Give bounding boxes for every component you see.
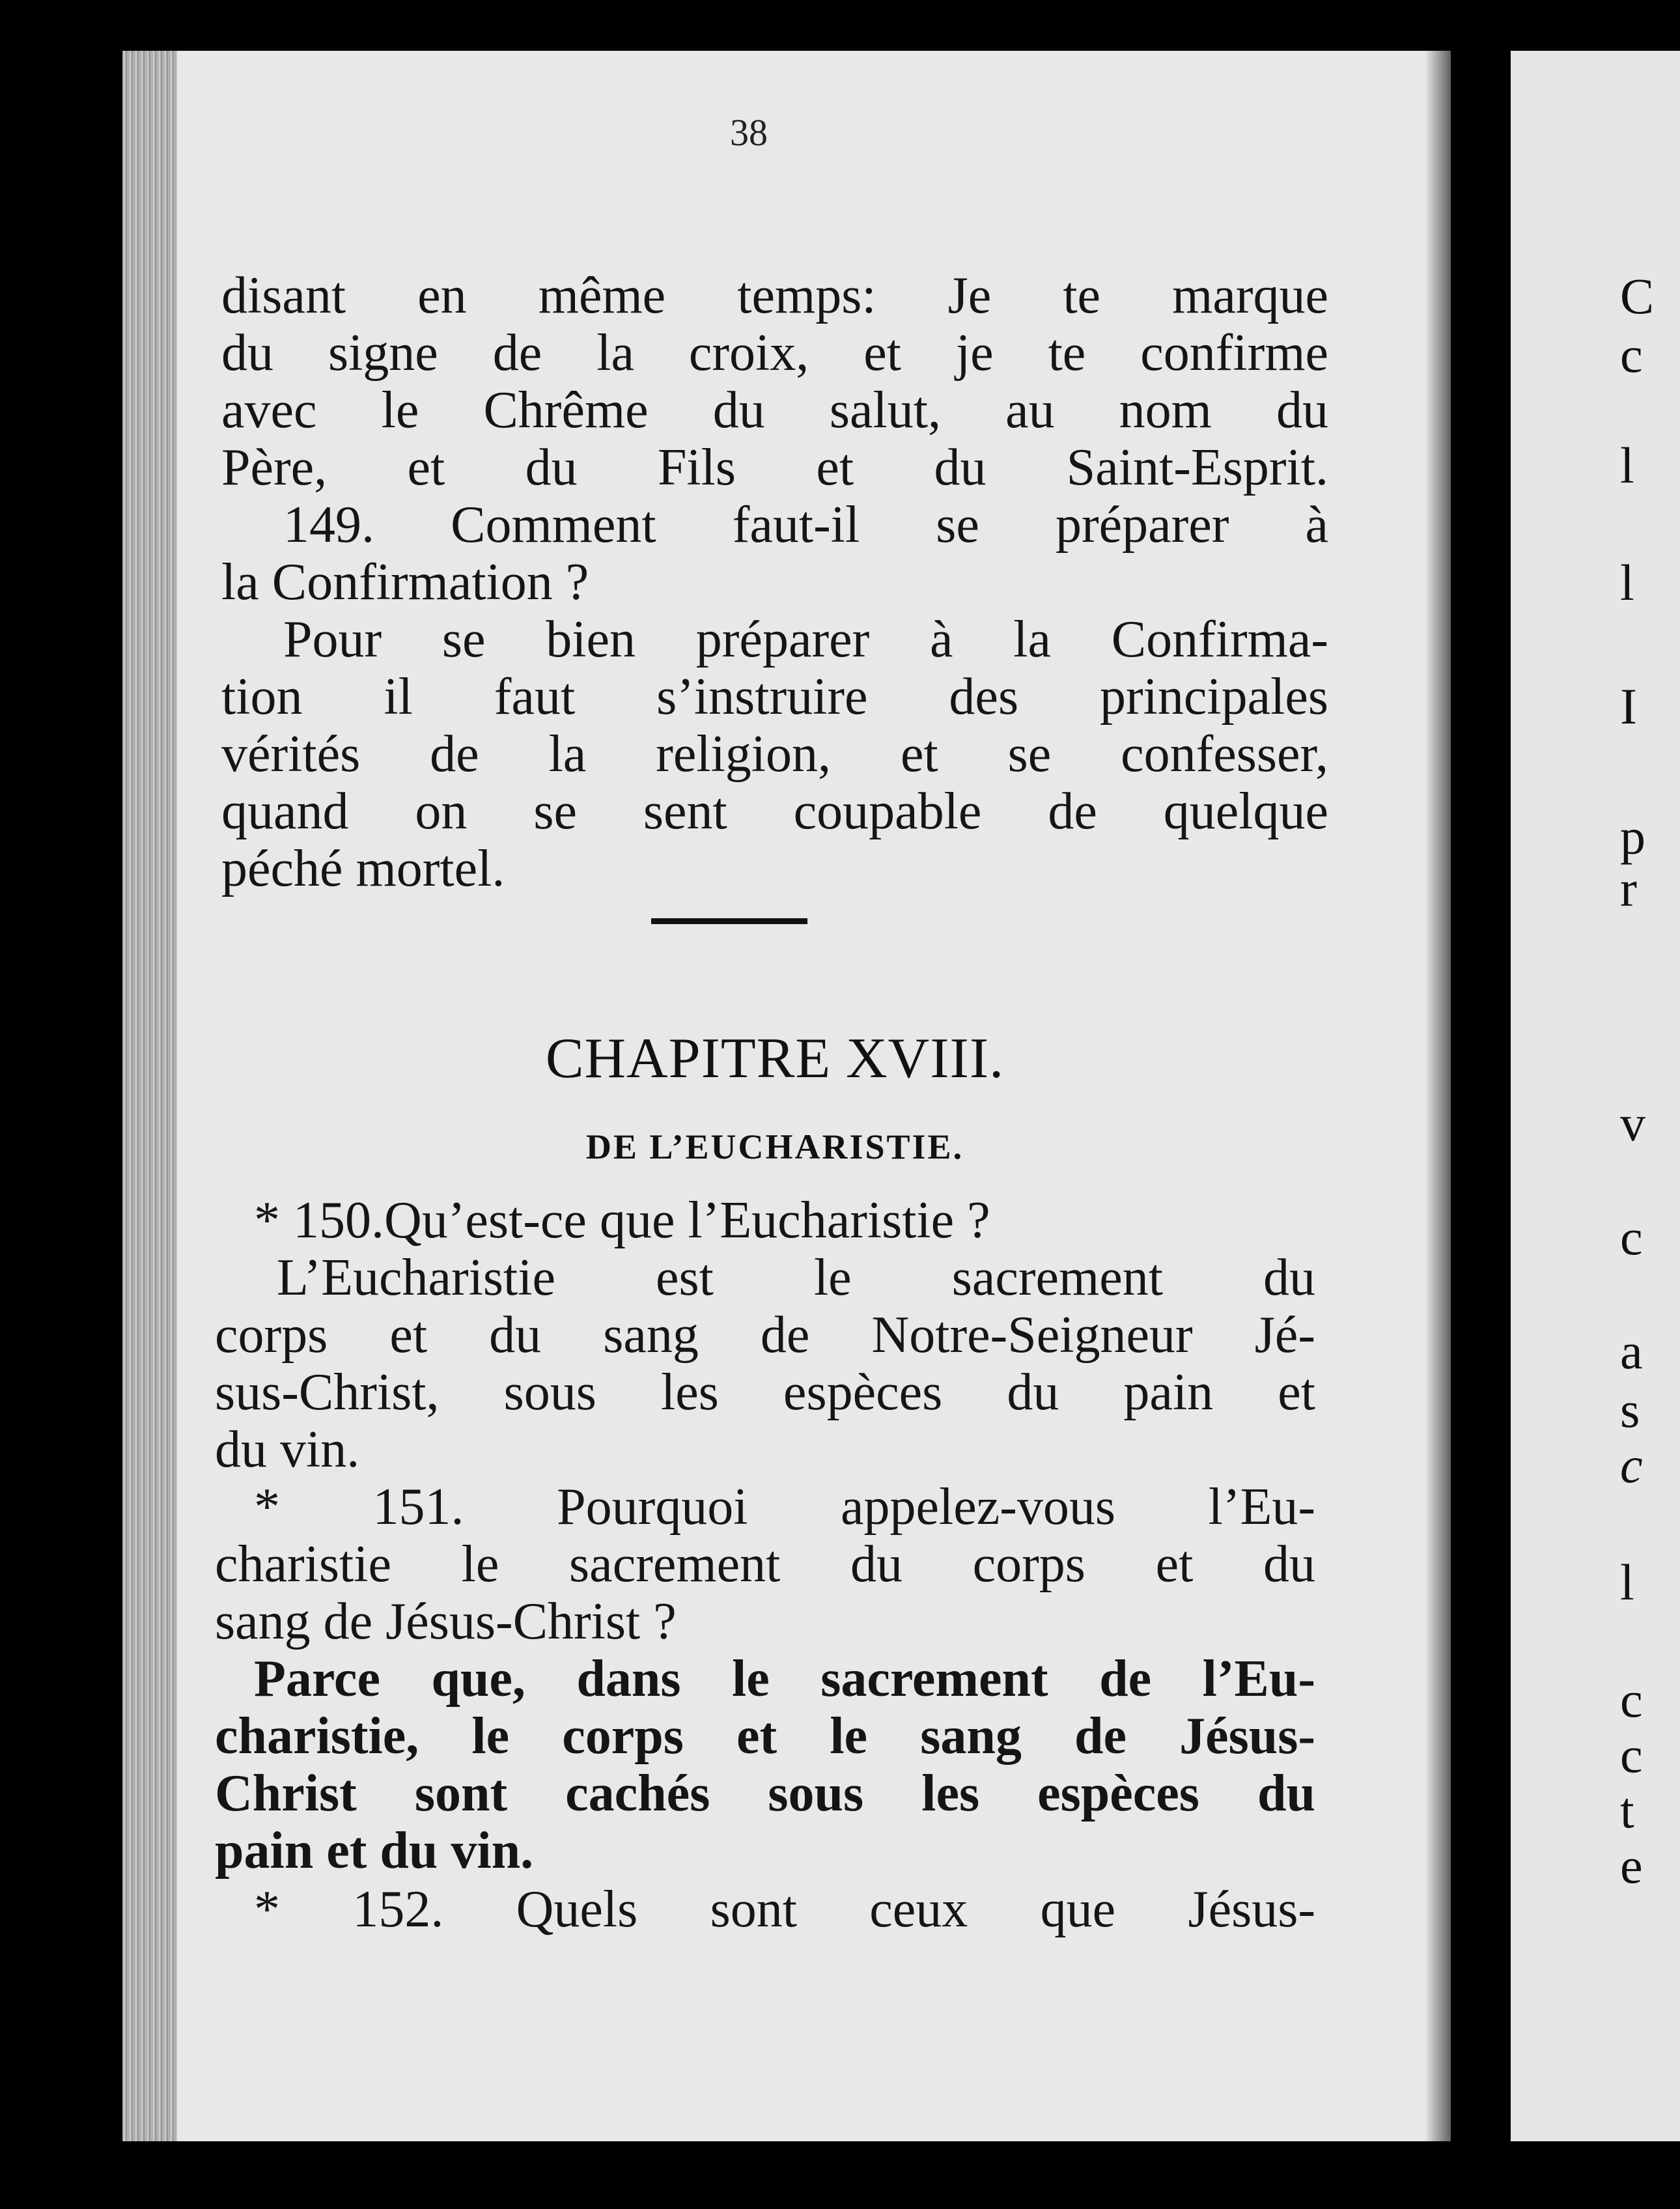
- question-line: * 151. Pourquoi appelez-vous l’Eu-: [254, 1478, 1315, 1536]
- question-line: sang de Jésus-Christ ?: [215, 1593, 677, 1650]
- text-line: Père, et du Fils et du Saint-Esprit.: [221, 439, 1328, 496]
- answer-line: sus-Christ, sous les espèces du pain et: [215, 1364, 1315, 1421]
- question-line: la Confirmation ?: [221, 554, 589, 611]
- answer-line: tion il faut s’instruire des principales: [221, 668, 1328, 725]
- answer-line: vérités de la religion, et se confesser,: [221, 725, 1328, 783]
- next-page-letter: c: [1620, 326, 1643, 383]
- section-divider: [651, 918, 807, 924]
- question-line: 149. Comment faut-il se préparer à: [283, 496, 1328, 554]
- next-page-fragment: [1511, 51, 1680, 2141]
- next-page-letter: e: [1620, 1837, 1643, 1894]
- answer-line: Pour se bien préparer à la Confirma-: [283, 611, 1328, 668]
- next-page-letter: l: [1620, 1554, 1634, 1611]
- next-page-letter: s: [1620, 1381, 1640, 1438]
- next-page-letter: C: [1620, 268, 1655, 324]
- question-150: [215, 1192, 1322, 1249]
- answer-line: du vin.: [215, 1421, 360, 1478]
- next-page-letter: l: [1620, 437, 1634, 494]
- next-page-letter: t: [1620, 1782, 1634, 1838]
- gutter-shadow: [1425, 51, 1451, 2141]
- answer-149: [221, 611, 1328, 897]
- next-page-letter: r: [1620, 860, 1637, 917]
- question-149: [221, 496, 1328, 611]
- top-paragraph: [221, 267, 1328, 496]
- next-page-letter: l: [1620, 554, 1634, 611]
- answer-150: [215, 1249, 1315, 1478]
- question-line: * 152. Quels sont ceux que Jésus-: [254, 1881, 1315, 1938]
- answer-line: Parce que, dans le sacrement de l’Eu-: [254, 1650, 1315, 1708]
- answer-line: quand on se sent coupable de quelque: [221, 783, 1328, 840]
- chapter-subtitle: DE L’EUCHARISTIE.: [585, 1127, 964, 1166]
- question-151: [215, 1478, 1315, 1650]
- chapter-title: CHAPITRE XVIII.: [545, 1027, 1005, 1090]
- next-page-letter: I: [1620, 678, 1637, 735]
- text-line: avec le Chrême du salut, au nom du: [221, 382, 1328, 439]
- answer-line: charistie, le corps et le sang de Jésus-: [215, 1708, 1315, 1765]
- answer-line: Christ sont cachés sous les espèces du: [215, 1765, 1315, 1822]
- text-line: disant en même temps: Je te marque: [221, 267, 1328, 324]
- next-page-letter: a: [1620, 1323, 1643, 1379]
- text-line: du signe de la croix, et je te confirme: [221, 324, 1328, 382]
- next-page-letter: c: [1620, 1671, 1643, 1728]
- page-number: 38: [730, 111, 768, 154]
- answer-151: [215, 1650, 1315, 1879]
- question-line: * 150.Qu’est-ce que l’Eucharistie ?: [254, 1192, 990, 1249]
- next-page-letter: c: [1620, 1437, 1643, 1493]
- answer-line: péché mortel.: [221, 840, 505, 897]
- next-page-letter: c: [1620, 1726, 1643, 1783]
- answer-line: L’Eucharistie est le sacrement du: [277, 1249, 1315, 1306]
- question-152: [215, 1881, 1315, 1938]
- answer-line: pain et du vin.: [215, 1822, 534, 1879]
- answer-line: corps et du sang de Notre-Seigneur Jé-: [215, 1306, 1315, 1364]
- next-page-letter: c: [1620, 1209, 1643, 1265]
- next-page-letter: v: [1620, 1095, 1645, 1151]
- question-line: charistie le sacrement du corps et du: [215, 1536, 1315, 1593]
- next-page-letter: p: [1620, 808, 1645, 865]
- page-edge: [122, 51, 177, 2141]
